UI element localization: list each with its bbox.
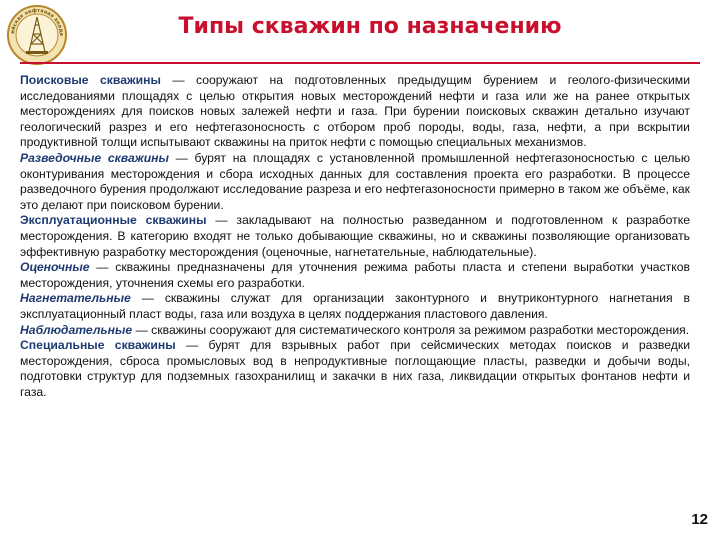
paragraph-text: — скважины служат для организации законтурного и внутриконтурного нагнетания в эксплуатационный пласт воды, газа или воздуха в целях поддержания пластового давления. — [20, 291, 690, 321]
academy-logo — [6, 4, 68, 66]
paragraph-special-wells — [20, 338, 690, 400]
paragraph-text: — закладывают на полностью разведанном и подготовленном к разработке месторождения. В категорию входят не только добывающие скважины, но и скважины позволяющие организовать эффективную разработку месторождения (оценочные, нагнетательные, наблюдательные). — [20, 213, 691, 259]
title-divider — [20, 62, 700, 64]
slide-body — [20, 73, 690, 400]
term-observation-wells: Наблюдательные — [20, 322, 133, 337]
paragraph-search-wells — [20, 73, 690, 151]
term-special-wells: Специальные скважины — [20, 338, 176, 353]
paragraph-injection-wells — [20, 291, 690, 322]
term-exploration-wells: Разведочные скважины — [20, 150, 169, 165]
paragraph-text: — бурят для взрывных работ при сейсмических методах поисков и разведки месторождения, сброса промысловых вод в непродуктивные поглощающие пласты, разведки и добычи воды, подготовки структур для подземных газохранилищ и закачки в них газа, ликвидации открытых фонтанов нефти и газа. — [20, 338, 691, 399]
logo-text: ийская нефтяная акаде — [9, 7, 65, 37]
paragraph-exploration-wells — [20, 151, 690, 213]
term-evaluation-wells: Оценочные — [20, 260, 90, 275]
paragraph-evaluation-wells — [20, 260, 690, 291]
paragraph-production-wells — [20, 213, 690, 260]
paragraph-text: — скважины предназначены для уточнения режима работы пласта и степени выработки участков месторождения, уточнения схемы его разработки. — [20, 260, 690, 290]
term-production-wells: Эксплуатационные скважины — [20, 213, 207, 228]
term-injection-wells: Нагнетательные — [20, 291, 131, 306]
paragraph-text: — скважины сооружают для систематического контроля за режимом разработки месторождения. — [132, 322, 690, 337]
slide-title: Типы скважин по назначению — [178, 14, 562, 39]
term-search-wells: Поисковые скважины — [20, 73, 161, 87]
page-number: 12 — [691, 511, 708, 528]
paragraph-text: — сооружают на подготовленных предыдущим бурением и геолого-физическими исследованиями площадях с целью открытия новых месторождений нефти и газа или же на ранее открытых месторождениях для поисков новых залежей нефти и газа. При бурении поисковых скважин детально изучают геологический разрез и его нефтегазоносность с отбором проб породы, воды, газа, нефти, а при вскрытии продуктивной толщи испытывают скважины на приток нефти с помощью специальных механизмов. — [20, 73, 690, 150]
paragraph-text: — бурят на площадях с установленной промышленной нефтегазоносностью с целью оконтуривания месторождения и сбора исходных данных для составления проекта его разработки. В процессе разведочного бурения продолжают исследование разреза и его нефтегазоносности примерно в таком же объёме, как это делают при поисковом бурении. — [20, 150, 690, 212]
oil-derrick-seal-icon — [6, 4, 68, 66]
paragraph-observation-wells — [20, 323, 690, 339]
